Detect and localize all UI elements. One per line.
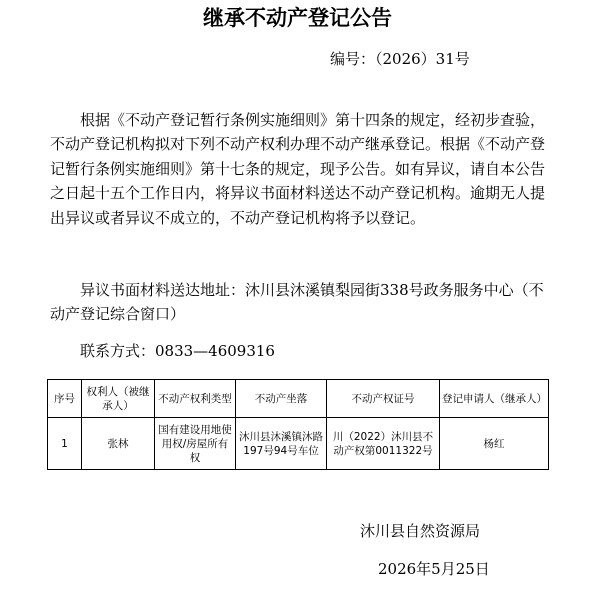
table-row [48, 418, 549, 470]
header-applicant: 登记申请人（继承人） [440, 380, 549, 418]
table-header-row [48, 380, 549, 418]
cell-right-type: 国有建设用地使用权/房屋所有权 [155, 418, 236, 470]
issue-date: 2026年5月25日 [378, 560, 490, 578]
notice-title: 继承不动产登记公告 [203, 6, 392, 30]
header-certificate-number: 不动产权证号 [327, 380, 440, 418]
cell-right-holder: 张林 [82, 418, 155, 470]
header-serial: 序号 [48, 380, 82, 418]
objection-address-paragraph: 异议书面材料送达地址：沐川县沐溪镇梨园街338号政务服务中心（不动产登记综合窗口） [50, 281, 544, 324]
cell-applicant: 杨红 [440, 418, 549, 470]
header-location: 不动产坐落 [236, 380, 327, 418]
cell-serial: 1 [48, 418, 82, 470]
property-table [47, 379, 549, 470]
issuing-organization: 沐川县自然资源局 [360, 522, 481, 540]
cell-location: 沐川县沐溪镇沐路197号94号车位 [236, 418, 327, 470]
header-right-type: 不动产权利类型 [155, 380, 236, 418]
header-right-holder: 权利人（被继承人） [82, 380, 155, 418]
notice-paragraph-main: 根据《不动产登记暂行条例实施细则》第十四条的规定，经初步查验，不动产登记机构拟对下列不动产权利办理不动产继承登记。根据《不动产登记暂行条例实施细则》第十七条的规定，现予公告。如有异议，请自本公告之日起十五个工作日内，将异议书面材料送达不动产登记机构。逾期无人提出异议或者异议不成立的，不动产登记机构将予以登记。 [50, 111, 546, 227]
contact-paragraph: 联系方式：0833—4609316 [80, 342, 275, 360]
cell-certificate-number: 川（2022）沐川县不动产权第0011322号 [327, 418, 440, 470]
doc-number: 编号：（2026）31号 [330, 50, 470, 68]
